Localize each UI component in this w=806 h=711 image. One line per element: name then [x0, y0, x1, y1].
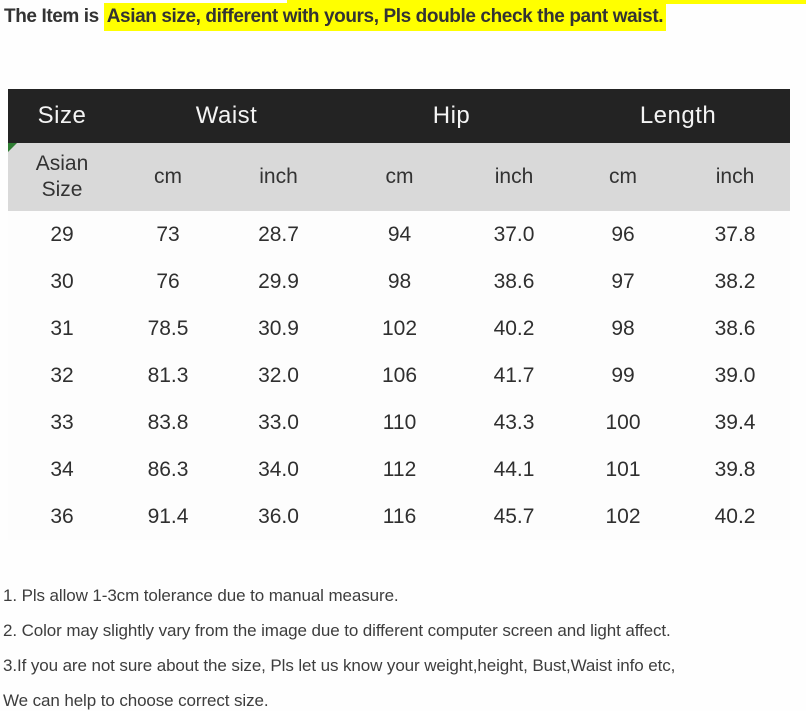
- cell-size: 30: [8, 258, 116, 305]
- subheader-hip-cm: cm: [337, 143, 462, 211]
- cell-waist-inch: 33.0: [220, 399, 337, 446]
- cell-size: 31: [8, 305, 116, 352]
- cell-length-cm: 101: [566, 446, 680, 493]
- cell-waist-inch: 36.0: [220, 493, 337, 540]
- cell-hip-inch: 43.3: [462, 399, 566, 446]
- subheader-waist-cm: cm: [116, 143, 220, 211]
- note-tolerance: 1. Pls allow 1-3cm tolerance due to manual measure.: [3, 586, 399, 605]
- header-length: Length: [566, 89, 790, 143]
- size-chart-table: [8, 89, 790, 540]
- table-row: [8, 399, 790, 446]
- sub-header-row: [8, 143, 790, 211]
- group-header-row: [8, 89, 790, 143]
- banner-prefix: The Item is: [4, 6, 104, 27]
- cell-hip-cm: 112: [337, 446, 462, 493]
- cell-hip-inch: 37.0: [462, 211, 566, 258]
- cell-length-cm: 96: [566, 211, 680, 258]
- cell-size: 32: [8, 352, 116, 399]
- subheader-hip-inch: inch: [462, 143, 566, 211]
- excel-corner-marker-icon: [8, 143, 17, 152]
- cell-waist-inch: 29.9: [220, 258, 337, 305]
- header-waist: Waist: [116, 89, 337, 143]
- header-hip: Hip: [337, 89, 566, 143]
- note-color-variance: 2. Color may slightly vary from the image due to different computer screen and light affect.: [3, 621, 671, 640]
- cell-hip-cm: 94: [337, 211, 462, 258]
- subheader-asian-size: [8, 143, 116, 211]
- note-size-help-line1: 3.If you are not sure about the size, Pls let us know your weight,height, Bust,Waist info etc,: [3, 656, 676, 675]
- cell-length-inch: 37.8: [680, 211, 790, 258]
- cell-length-cm: 99: [566, 352, 680, 399]
- cell-waist-inch: 34.0: [220, 446, 337, 493]
- table-row: [8, 446, 790, 493]
- cell-length-inch: 40.2: [680, 493, 790, 540]
- subheader-waist-inch: inch: [220, 143, 337, 211]
- cell-size: 36: [8, 493, 116, 540]
- cell-waist-cm: 73: [116, 211, 220, 258]
- cell-length-inch: 38.6: [680, 305, 790, 352]
- cell-hip-cm: 110: [337, 399, 462, 446]
- cell-length-cm: 102: [566, 493, 680, 540]
- cell-length-inch: 39.8: [680, 446, 790, 493]
- cell-length-inch: 38.2: [680, 258, 790, 305]
- table-row: [8, 352, 790, 399]
- cell-length-cm: 98: [566, 305, 680, 352]
- header-size: Size: [8, 89, 116, 143]
- cell-waist-cm: 86.3: [116, 446, 220, 493]
- cell-waist-cm: 83.8: [116, 399, 220, 446]
- cell-length-cm: 97: [566, 258, 680, 305]
- cell-waist-cm: 81.3: [116, 352, 220, 399]
- cell-waist-cm: 91.4: [116, 493, 220, 540]
- subheader-length-inch: inch: [680, 143, 790, 211]
- cell-hip-cm: 116: [337, 493, 462, 540]
- subheader-length-cm: cm: [566, 143, 680, 211]
- cell-waist-inch: 28.7: [220, 211, 337, 258]
- cell-hip-inch: 45.7: [462, 493, 566, 540]
- cell-size: 33: [8, 399, 116, 446]
- cell-size: 29: [8, 211, 116, 258]
- cell-hip-cm: 102: [337, 305, 462, 352]
- cell-hip-inch: 38.6: [462, 258, 566, 305]
- banner-highlighted-text: Asian size, different with yours, Pls double check the pant waist.: [104, 3, 666, 31]
- measurement-notes: [3, 578, 806, 711]
- cell-hip-inch: 40.2: [462, 305, 566, 352]
- cell-hip-inch: 41.7: [462, 352, 566, 399]
- cell-waist-cm: 76: [116, 258, 220, 305]
- cell-size: 34: [8, 446, 116, 493]
- cell-waist-cm: 78.5: [116, 305, 220, 352]
- note-size-help-line2: We can help to choose correct size.: [3, 691, 269, 710]
- cell-hip-inch: 44.1: [462, 446, 566, 493]
- asian-size-label: Asian Size: [35, 152, 89, 201]
- cell-length-cm: 100: [566, 399, 680, 446]
- table-row: [8, 258, 790, 305]
- table-row: [8, 211, 790, 258]
- cell-length-inch: 39.4: [680, 399, 790, 446]
- cell-waist-inch: 30.9: [220, 305, 337, 352]
- cell-hip-cm: 98: [337, 258, 462, 305]
- size-warning-banner: [4, 3, 666, 30]
- cell-waist-inch: 32.0: [220, 352, 337, 399]
- cell-hip-cm: 106: [337, 352, 462, 399]
- cell-length-inch: 39.0: [680, 352, 790, 399]
- table-row: [8, 493, 790, 540]
- table-row: [8, 305, 790, 352]
